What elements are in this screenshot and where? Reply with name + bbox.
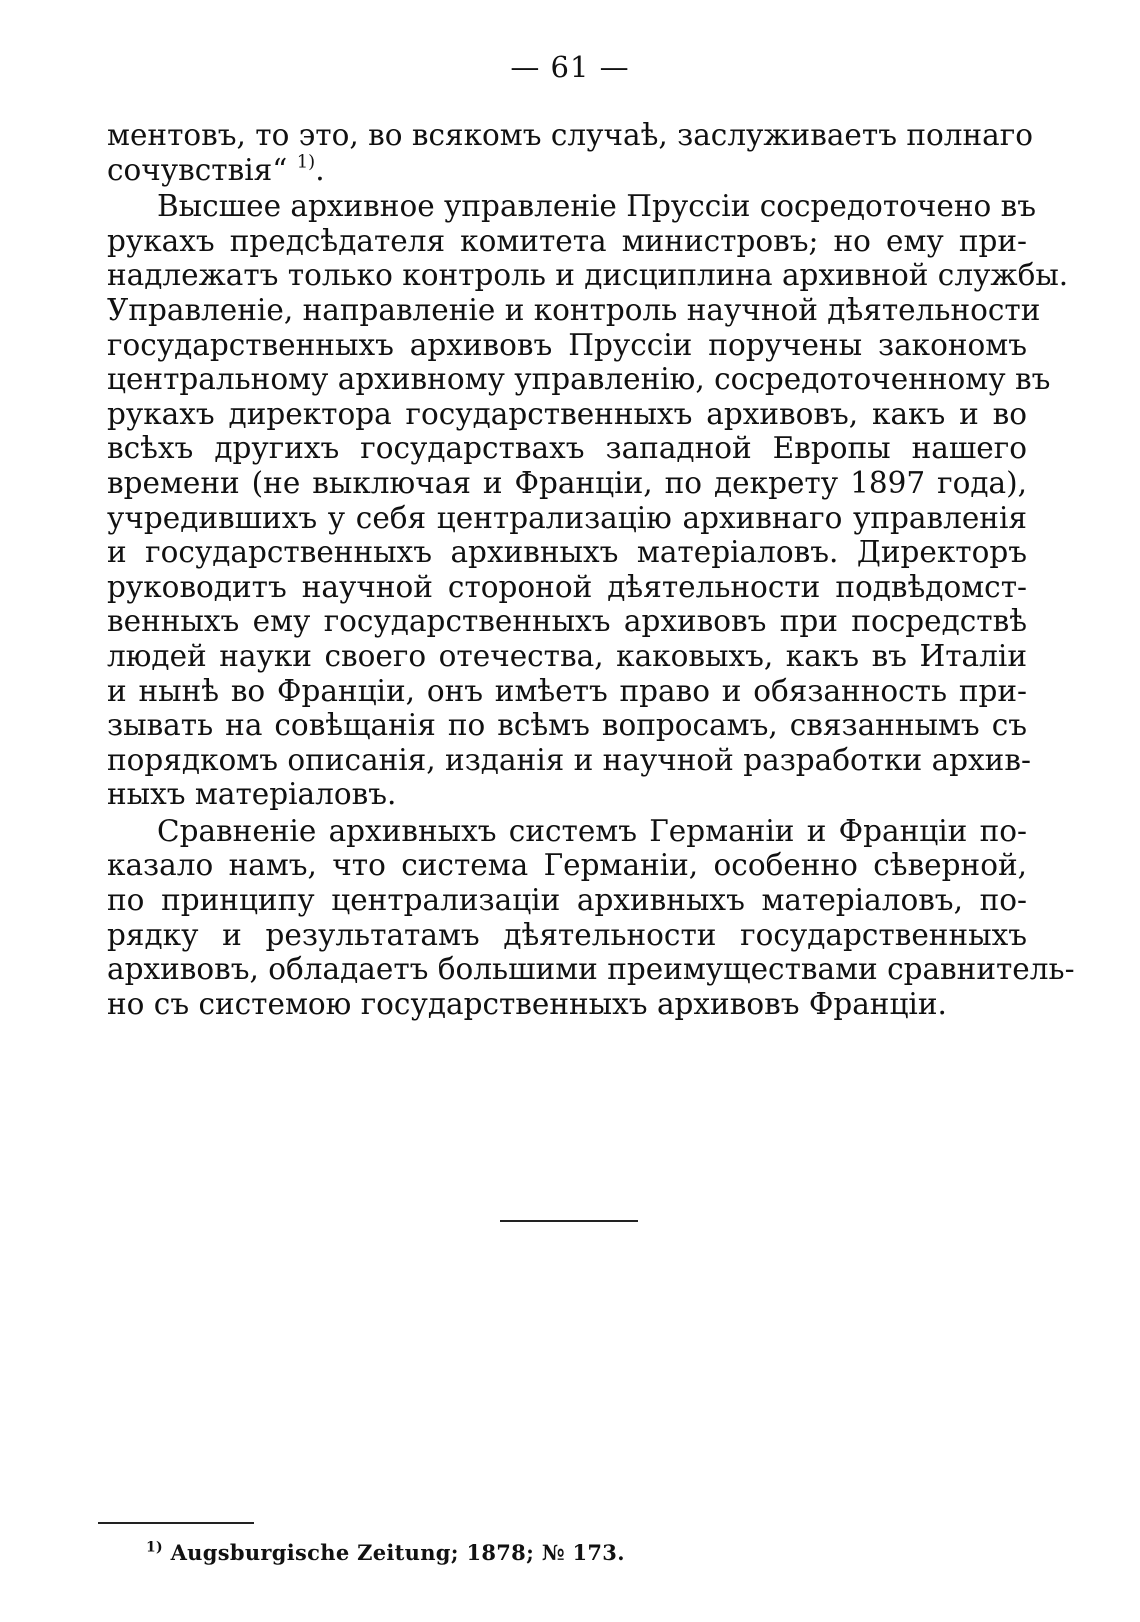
text-line: рядку и результатамъ дѣятельности государственныхъ [107, 917, 1027, 952]
text-line: Сравненіе архивныхъ системъ Германіи и Франціи по- [157, 813, 1027, 848]
section-divider [500, 1220, 638, 1222]
text-line: рукахъ директора государственныхъ архивовъ, какъ и во [107, 396, 1027, 431]
text-line: государственныхъ архивовъ Пруссіи поручены закономъ [107, 327, 1027, 362]
text-line: порядкомъ описанія, изданія и научной разработки архив- [107, 742, 1031, 777]
footnote-reference: 1) [296, 151, 316, 172]
text-line: центральному архивному управленію, сосредоточенному въ [107, 362, 1051, 397]
text-line: архивовъ, обладаетъ большими преимуществами сравнитель- [107, 952, 1075, 987]
text-line [107, 153, 1027, 188]
footnote-marker: 1) [146, 1539, 163, 1556]
text-line: но съ системою государственныхъ архивовъ Франціи. [107, 986, 947, 1021]
paragraph-2 [107, 189, 1069, 812]
text-line: всѣхъ другихъ государствахъ западной Европы нашего [107, 431, 1027, 466]
page-number: — 61 — [510, 50, 630, 84]
text-line: и государственныхъ архивныхъ матеріаловъ. Директоръ [107, 535, 1027, 570]
text-line: людей науки своего отечества, каковыхъ, какъ въ Италіи [107, 638, 1027, 673]
text-line: надлежатъ только контроль и дисциплина архивной службы. [107, 258, 1069, 293]
text-line: по принципу централизаціи архивныхъ матеріаловъ, по- [107, 883, 1027, 918]
main-text [107, 118, 1075, 1021]
text-line: Высшее архивное управленіе Пруссіи сосредоточено въ [157, 189, 1037, 224]
text-line: Управленіе, направленіе и контроль научной дѣятельности [107, 292, 1041, 327]
text-line-content: сочувствія“ [107, 152, 288, 187]
text-line-tail: . [315, 152, 325, 187]
paragraph-3 [107, 813, 1075, 1022]
text-line: учредившихъ у себя централизацію архивнаго управленія [107, 500, 1027, 535]
text-line: и нынѣ во Франціи, онъ имѣетъ право и обязанность при- [107, 673, 1027, 708]
text-line: времени (не выключая и Франціи, по декрету 1897 года), [107, 465, 1027, 500]
text-line: ныхъ матеріаловъ. [107, 777, 397, 812]
text-line: казало намъ, что система Германіи, особенно сѣверной, [107, 848, 1027, 883]
text-line: венныхъ ему государственныхъ архивовъ при посредствѣ [107, 604, 1027, 639]
footnote-text: Augsburgische Zeitung; 1878; № 173. [170, 1540, 625, 1565]
text-line: ментовъ, то это, во всякомъ случаѣ, заслуживаетъ полнаго [107, 118, 1033, 152]
footnote-rule [98, 1522, 254, 1524]
footnote [146, 1540, 625, 1565]
text-line: рукахъ предсѣдателя комитета министровъ; но ему при- [107, 223, 1027, 258]
paragraph-1 [107, 118, 1033, 187]
text-line: зывать на совѣщанія по всѣмъ вопросамъ, связаннымъ съ [107, 708, 1027, 743]
text-line: руководитъ научной стороной дѣятельности подвѣдомст- [107, 569, 1027, 604]
